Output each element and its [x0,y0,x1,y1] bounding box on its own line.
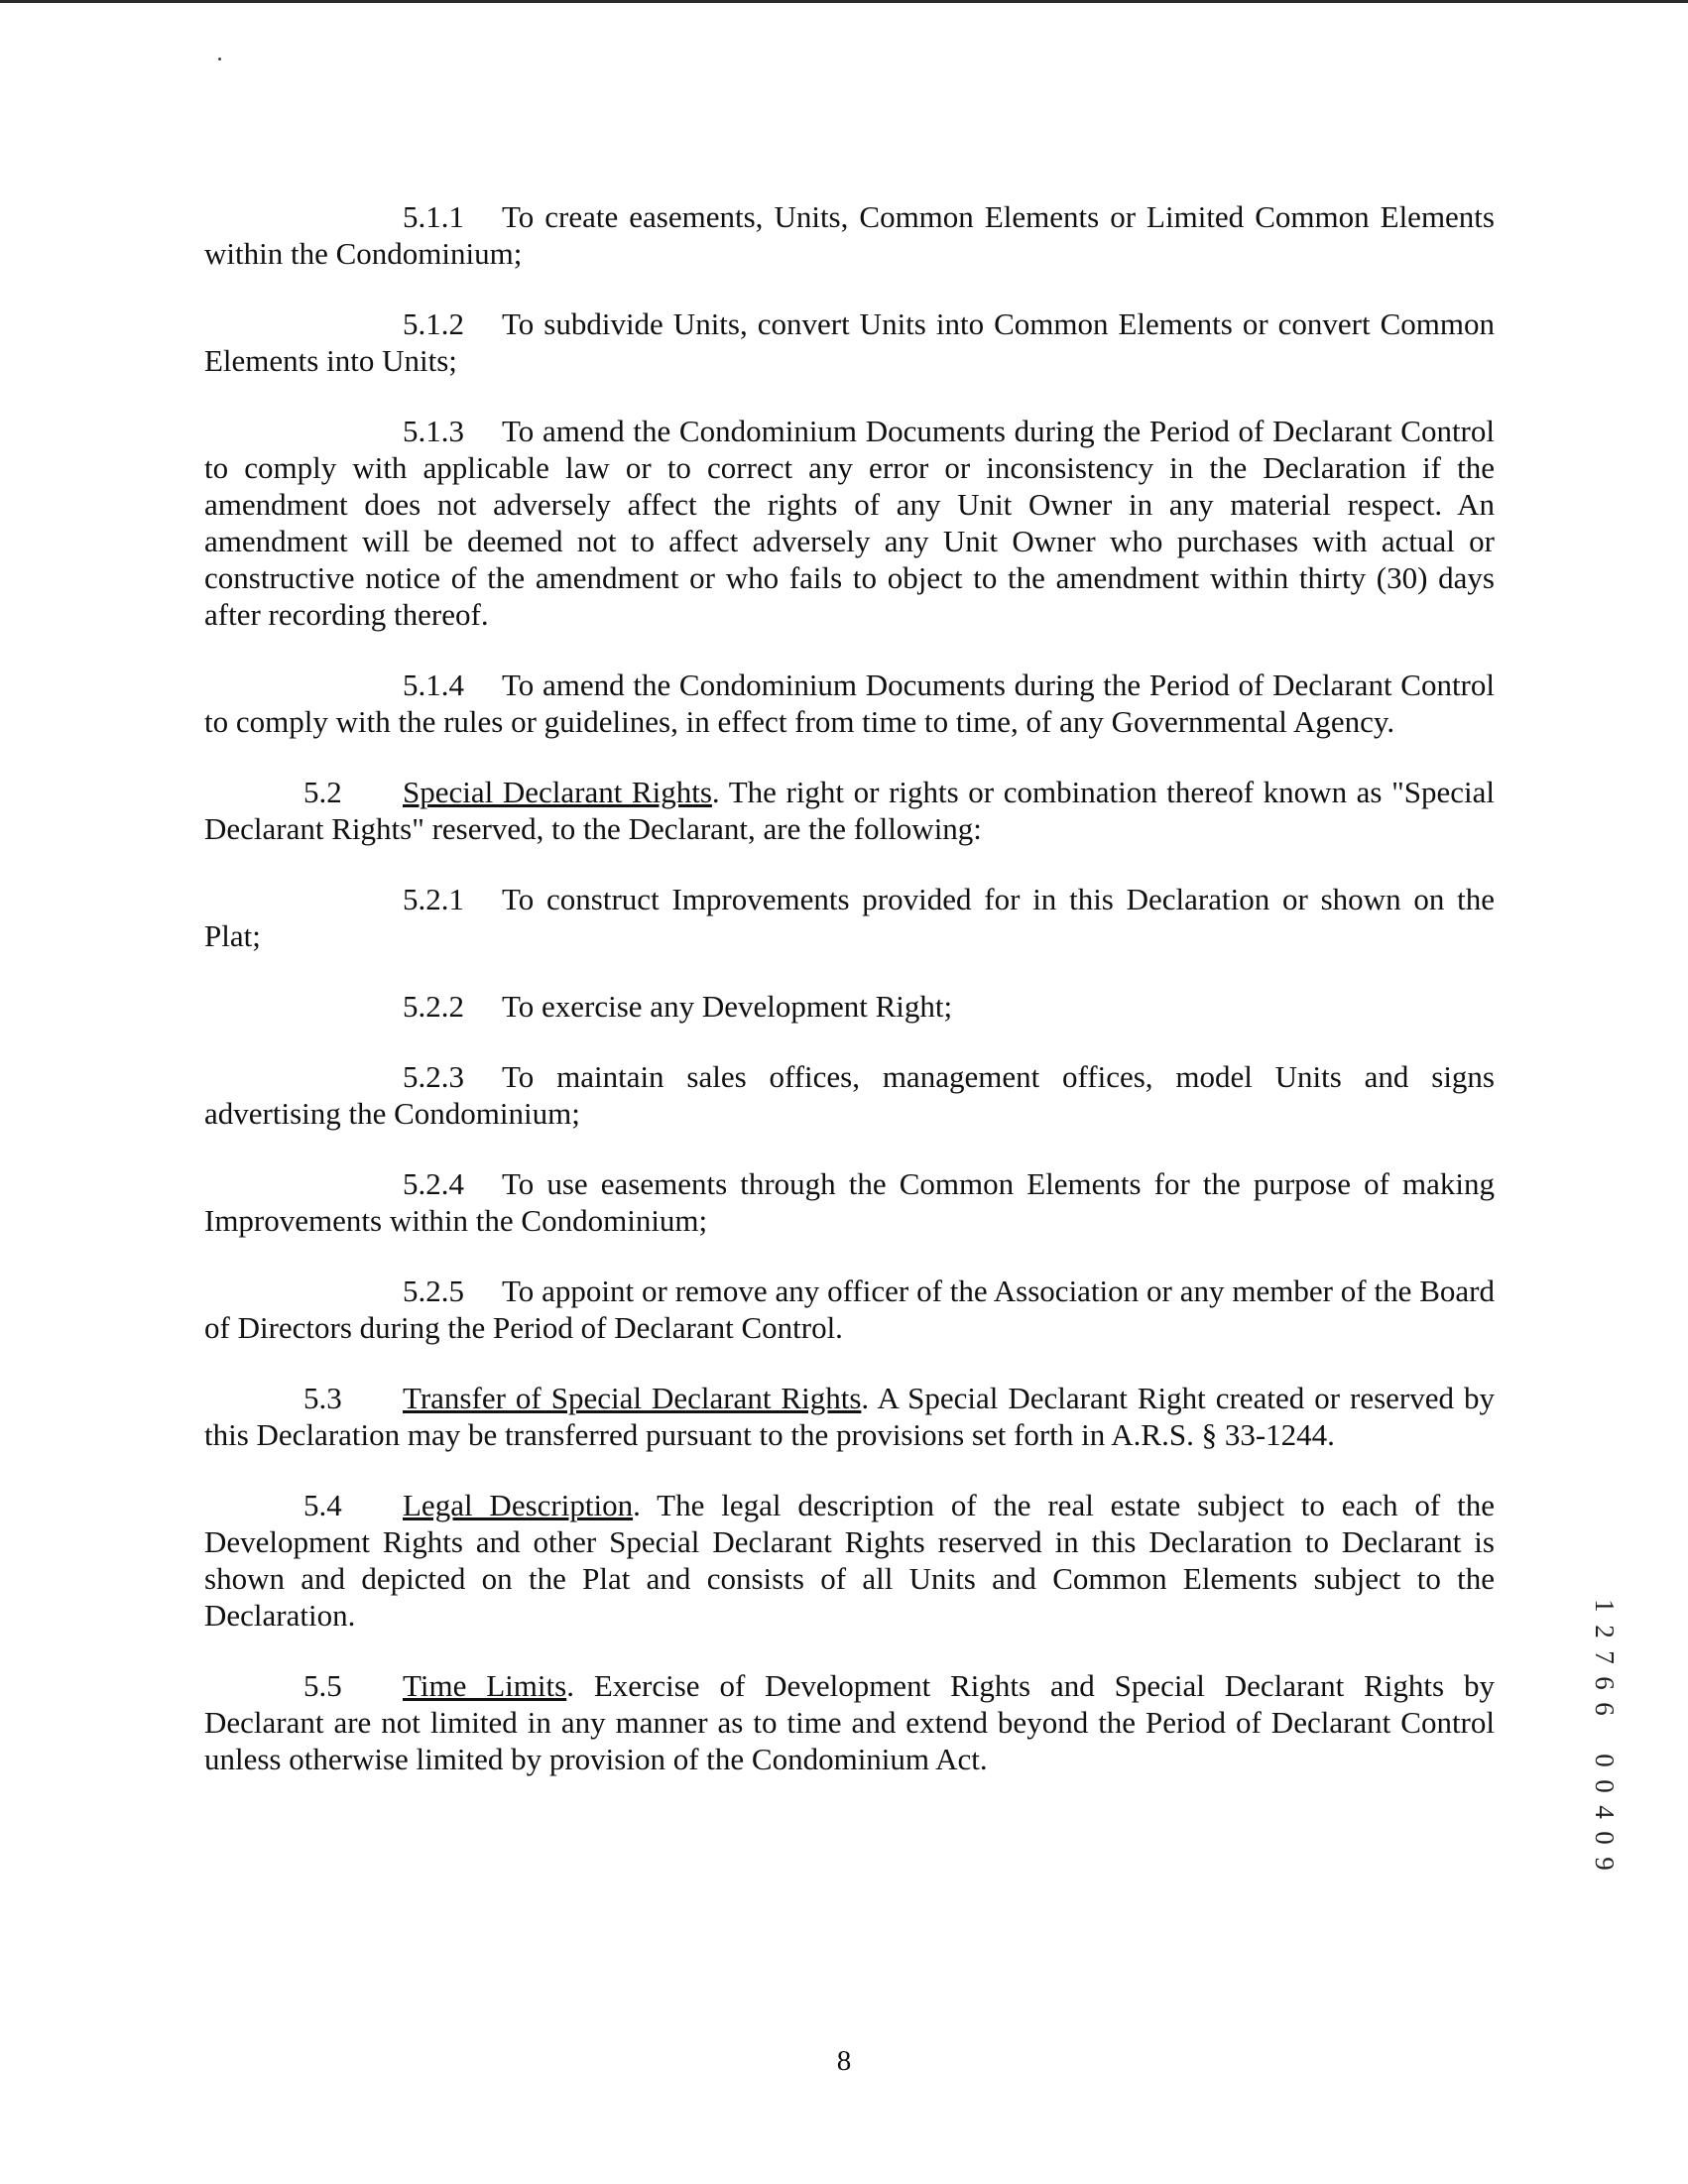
paragraph-5-1-1 [204,198,1495,272]
section-heading: Special Declarant Rights [403,775,712,809]
paragraph-5-3 [204,1380,1495,1453]
paragraph-text: . Exercise of Development Rights and Special Declarant Rights by Declarant are not limited in any manner as to time and extend beyond the Period of Declarant Control unless otherwise limited by provision of the Condominium Act. [204,1668,1495,1776]
recording-number-stamp [1590,1593,1620,1877]
paragraph-text: To construct Improvements provided for in this Declaration or shown on the Plat; [204,882,1495,953]
paragraph-text: To use easements through the Common Elements for the purpose of making Improvements within the Condominium; [204,1166,1495,1238]
paragraph-text: To maintain sales offices, management offices, model Units and signs advertising the Condominium; [204,1059,1495,1131]
paragraph-5-2 [204,774,1495,847]
stamp-digit: 6 [1590,1702,1620,1716]
section-number: 5.2 [303,775,342,809]
paragraph-5-4 [204,1487,1495,1634]
stamp-digit: 6 [1590,1676,1620,1690]
paragraph-5-1-4 [204,667,1495,740]
section-number: 5.5 [303,1668,342,1703]
paragraph-text: To amend the Condominium Documents during the Period of Declarant Control to comply with applicable law or to correct any error or inconsistency in the Declaration if the amendment does not adversely affect the rights of any Unit Owner in any material respect. An amendment will be deemed not to affect adversely any Unit Owner who purchases with actual or constructive notice of the amendment or who fails to object to the amendment within thirty (30) days after recording thereof. [204,414,1495,632]
stamp-digit: 4 [1590,1805,1620,1819]
paragraph-text: . A Special Declarant Right created or reserved by this Declaration may be transferred pursuant to the provisions set forth in A.R.S. § 33-1244. [204,1381,1496,1452]
paragraph-5-2-1 [204,881,1495,954]
paragraph-text: To subdivide Units, convert Units into Common Elements or convert Common Elements into Units; [204,306,1495,378]
paragraph-number: 5.1.4 [403,667,464,702]
section-number: 5.3 [303,1381,342,1415]
section-heading: Time Limits [403,1668,567,1703]
paragraph-5-5 [204,1667,1495,1777]
paragraph-number: 5.2.1 [403,882,464,916]
paragraph-number: 5.2.4 [403,1166,464,1201]
paragraph-text: . The legal description of the real estate subject to each of the Development Rights and other Special Declarant Rights reserved in this Declaration to Declarant is shown and depicted on the Plat and consists of all Units and Common Elements subject to the Declaration. [204,1488,1495,1633]
paragraph-5-1-3 [204,413,1495,633]
paragraph-number: 5.1.2 [403,306,464,341]
section-heading: Transfer of Special Declarant Rights [403,1381,862,1415]
stamp-digit: 9 [1590,1857,1620,1871]
paragraph-5-2-5 [204,1273,1495,1346]
paragraph-text: . The right or rights or combination thereof known as "Special Declarant Rights" reserved, to the Declarant, are the following: [204,775,1495,846]
paragraph-5-2-4 [204,1165,1495,1239]
paragraph-number: 5.2.5 [403,1274,464,1308]
paragraph-5-1-2 [204,305,1495,379]
stamp-digit: 7 [1590,1650,1620,1664]
section-heading: Legal Description [403,1488,634,1522]
paragraph-text: To create easements, Units, Common Elements or Limited Common Elements within the Condominium; [204,199,1495,271]
paragraph-number: 5.2.3 [403,1059,464,1094]
paragraph-5-2-3 [204,1058,1495,1132]
paragraph-text: To appoint or remove any officer of the Association or any member of the Board of Directors during the Period of Declarant Control. [204,1274,1495,1345]
stamp-digit: 2 [1590,1625,1620,1638]
paragraph-text: To amend the Condominium Documents during the Period of Declarant Control to comply with the rules or guidelines, in effect from time to time, of any Governmental Agency. [204,667,1495,739]
paragraph-number: 5.1.3 [403,414,464,448]
stamp-digit: 0 [1590,1754,1620,1767]
stamp-digit: 0 [1590,1831,1620,1845]
paragraph-5-2-2 [204,988,1495,1025]
top-border-line [0,0,1688,3]
paragraph-number: 5.2.2 [403,989,464,1024]
page-number: 8 [836,2045,852,2077]
stamp-digit: 1 [1590,1599,1620,1613]
scan-speck [218,58,221,61]
stamp-digit: 0 [1590,1779,1620,1793]
paragraph-text: To exercise any Development Right; [502,989,953,1024]
stamp-gap [1590,1722,1620,1748]
document-body [204,198,1495,1811]
section-number: 5.4 [303,1488,342,1522]
paragraph-number: 5.1.1 [403,199,464,234]
